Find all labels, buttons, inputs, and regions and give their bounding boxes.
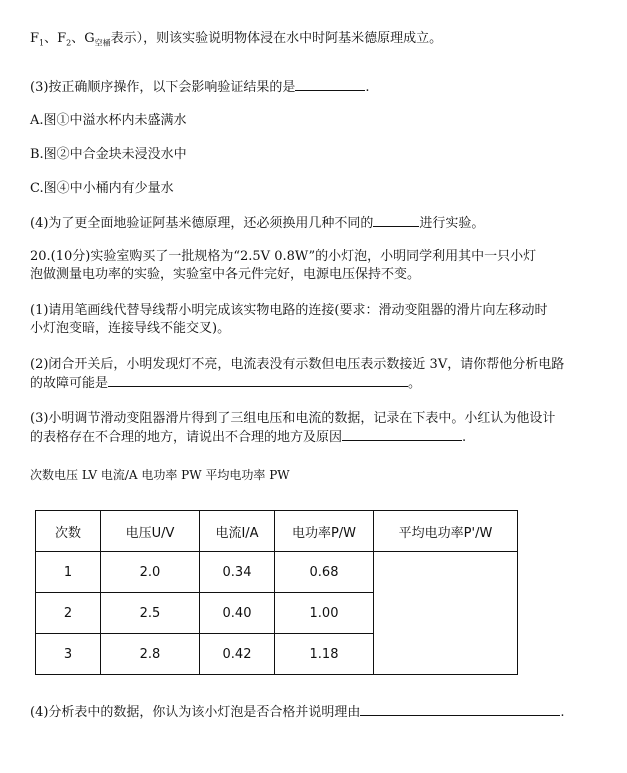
cell-count: 1 [36,552,101,593]
q20-part3-line2: 的表格存在不合理的地方，请说出不合理的地方及原因 . [30,430,467,445]
cell-current: 0.42 [200,634,275,675]
q3-question: (3)按正确顺序操作，以下会影响验证结果的是 . [30,80,370,95]
cell-voltage: 2.5 [101,593,200,634]
header-average-power: 平均电功率P'/W [374,511,518,552]
q20-part1-line2: 小灯泡变暗，连接导线不能交叉)。 [30,321,231,336]
line1-rest: 表示），则该实验说明物体浸在水中时阿基米德原理成立。 [110,31,443,46]
f2-subscript: 2 [66,38,72,48]
f2-symbol: 、F [44,31,67,46]
header-power: 电功率P/W [275,511,374,552]
cell-power: 1.00 [275,593,374,634]
cell-count: 3 [36,634,101,675]
q20-part1-line1: (1)请用笔画线代替导线帮小明完成该实物电路的连接(要求：滑动变阻器的滑片向左移动时 [30,303,548,318]
table-row [36,552,518,593]
cell-power: 0.68 [275,552,374,593]
data-table [35,510,518,675]
q20-part2-line2: 的故障可能是 。 [30,376,422,391]
f1-subscript: 1 [39,38,45,48]
q20-intro-line2: 泡做测量电功率的实验，实验室中各元件完好，电源电压保持不变。 [30,267,421,282]
cell-average-power[interactable] [374,552,518,675]
q20-part4: (4)分析表中的数据，你认为该小灯泡是否合格并说明理由 . [30,705,565,720]
f1-symbol: F [30,31,40,46]
q4-question: (4)为了更全面地验证阿基米德原理，还必须换用几种不同的 进行实验。 [30,216,485,231]
q20-intro-line1: 20.(10分)实验室购买了一批规格为“2.5V 0.8W”的小灯泡，小明同学利用其中一只小灯 [30,249,537,264]
q20-part4-blank[interactable] [360,703,560,716]
g-symbol: 、G [71,31,95,46]
header-voltage: 电压U/V [101,511,200,552]
cell-current: 0.34 [200,552,275,593]
cell-count: 2 [36,593,101,634]
g-subscript: 空桶 [94,38,111,48]
q3-answer-blank[interactable] [295,78,365,91]
cell-voltage: 2.8 [101,634,200,675]
cell-power: 1.18 [275,634,374,675]
q20-part3-blank[interactable] [342,428,462,441]
table-header-row [36,511,518,552]
q3-option-c: C.图④中小桶内有少量水 [30,181,174,196]
q20-part3-line1: (3)小明调节滑动变阻器滑片得到了三组电压和电流的数据，记录在下表中。小红认为他设计 [30,411,556,426]
q4-answer-blank[interactable] [373,214,419,227]
q3-option-a: A.图①中溢水杯内未盛满水 [30,113,187,128]
cell-voltage: 2.0 [101,552,200,593]
header-current: 电流I/A [200,511,275,552]
q20-part2-blank[interactable] [108,374,408,387]
q3-option-b: B.图②中合金块未浸没水中 [30,147,187,162]
header-count: 次数 [36,511,101,552]
cell-current: 0.40 [200,593,275,634]
q20-part2-line1: (2)闭合开关后，小明发现灯不亮，电流表没有示数但电压表示数接近 3V，请你帮他分析电路 [30,357,565,372]
line-forces [30,30,442,53]
table-caption: 次数电压 LV 电流/A 电功率 PW 平均电功率 PW [30,468,290,482]
